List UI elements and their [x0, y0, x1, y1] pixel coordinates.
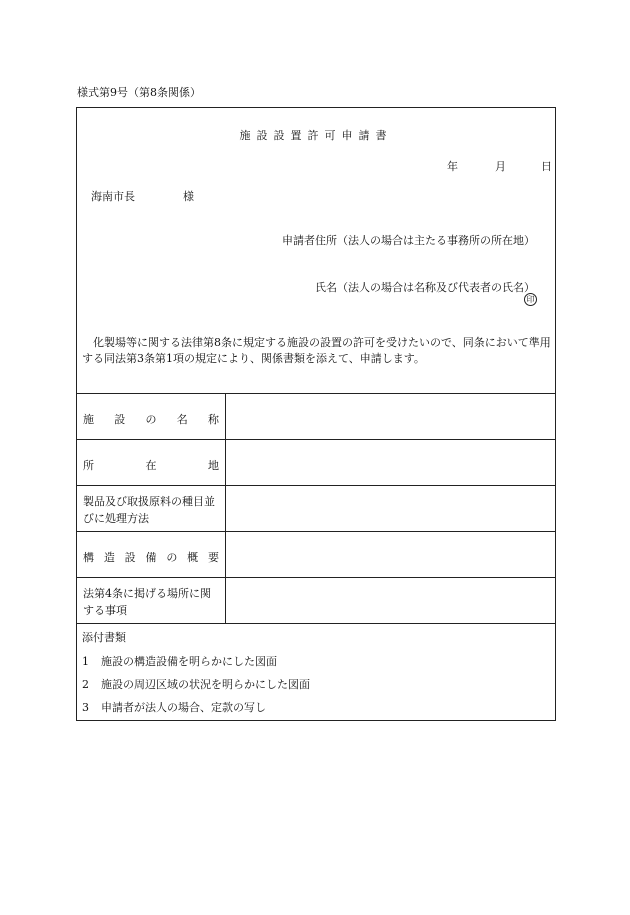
- label-char: 名: [176, 413, 188, 426]
- form-title: 施設設置許可申請書: [239, 129, 393, 142]
- row-structure-label: [83, 549, 219, 565]
- row-location-label: [83, 457, 219, 473]
- applicant-name-label: 氏名（法人の場合は名称及び代表者の氏名）: [315, 281, 535, 294]
- applicant-address-label: 申請者住所（法人の場合は主たる事務所の所在地）: [282, 234, 535, 247]
- date-month-label: 月: [495, 160, 506, 173]
- divider: [77, 393, 555, 394]
- application-statement: 化製場等に関する法律第8条に規定する施設の設置の許可を受けたいので、同条において準用する同法第3条第1項の規定により、関係書類を添えて、申請します。: [82, 336, 551, 365]
- seal-mark: 印: [524, 293, 537, 306]
- label-char: 施: [83, 413, 94, 426]
- label-char: 設: [124, 551, 136, 564]
- addressee: [91, 188, 194, 204]
- attachment-item: 2 施設の周辺区域の状況を明らかにした図面: [82, 678, 310, 691]
- row-divider: [77, 485, 555, 486]
- column-divider: [225, 393, 226, 623]
- application-form: [76, 107, 556, 721]
- row-products-label: 製品及び取扱原料の種目並びに処理方法: [83, 495, 215, 525]
- label-char: 備: [145, 551, 157, 564]
- addressee-name: 海南市長: [91, 190, 135, 203]
- attachment-item: 3 申請者が法人の場合、定款の写し: [82, 701, 266, 714]
- label-char: 設: [114, 413, 126, 426]
- addressee-honorific: 様: [183, 190, 194, 203]
- row-divider: [77, 577, 555, 578]
- row-article4-label: 法第4条に掲げる場所に関する事項: [83, 587, 211, 617]
- row-divider: [77, 439, 555, 440]
- label-char: 要: [207, 551, 219, 564]
- attachment-item: 1 施設の構造設備を明らかにした図面: [82, 655, 277, 668]
- row-divider: [77, 623, 555, 624]
- form-caption: 様式第9号（第8条関係）: [77, 86, 201, 99]
- date-year-label: 年: [447, 160, 458, 173]
- label-char: の: [166, 551, 178, 564]
- date-day-label: 日: [541, 160, 552, 173]
- label-char: 称: [208, 413, 219, 426]
- attachments-heading: 添付書類: [82, 631, 126, 644]
- row-facility-name-label: [83, 411, 219, 427]
- label-char: 地: [208, 459, 219, 472]
- date-line: [447, 158, 552, 174]
- label-char: の: [145, 413, 157, 426]
- label-char: 所: [83, 459, 94, 472]
- label-char: 在: [145, 459, 157, 472]
- row-divider: [77, 531, 555, 532]
- label-char: 構: [83, 551, 94, 564]
- label-char: 造: [103, 551, 115, 564]
- label-char: 概: [187, 551, 199, 564]
